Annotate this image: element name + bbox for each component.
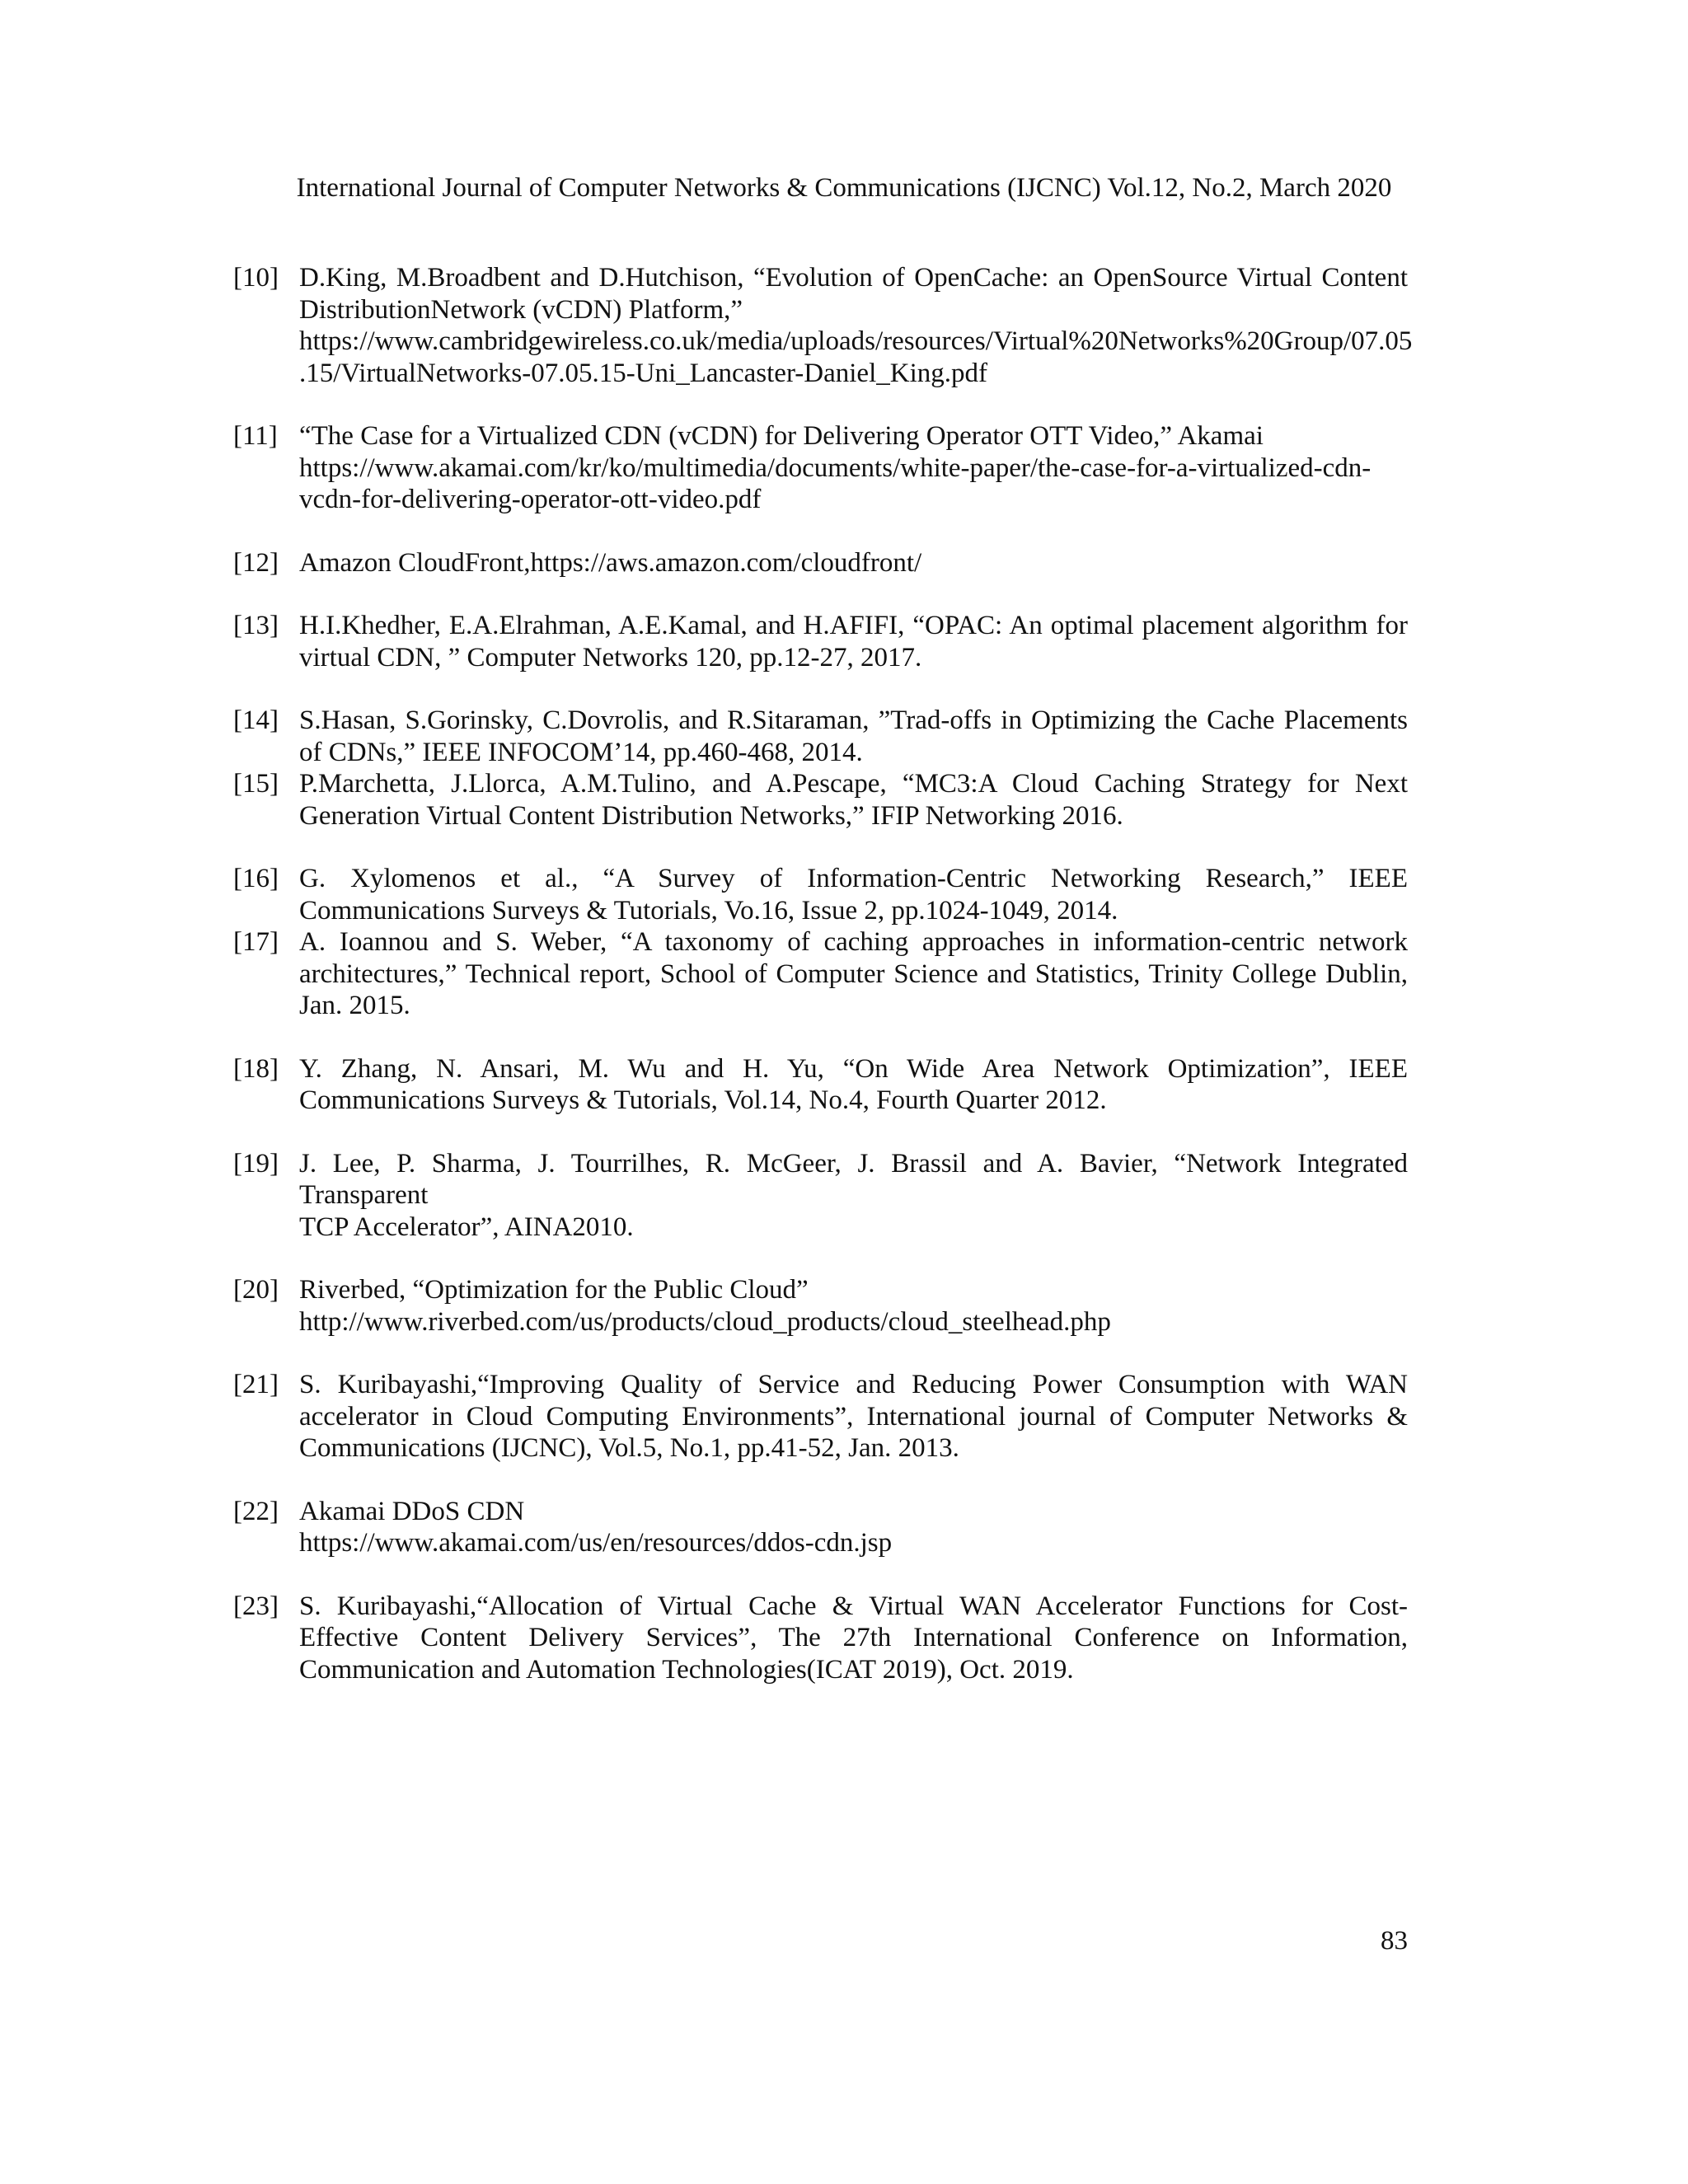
reference-number: [14] <box>233 705 279 735</box>
reference-number: [21] <box>233 1370 279 1399</box>
reference-item <box>233 863 1408 926</box>
reference-line: .15/VirtualNetworks-07.05.15-Uni_Lancaster-Daniel_King.pdf <box>299 358 987 388</box>
reference-list <box>233 262 1413 1685</box>
reference-item <box>233 1053 1408 1117</box>
reference-line: D.King, M.Broadbent and D.Hutchison, “Evolution of OpenCache: an OpenSource Virtual Content <box>299 263 1408 293</box>
reference-number: [10] <box>233 263 279 293</box>
reference-item <box>233 1148 1408 1244</box>
reference-line: Jan. 2015. <box>299 991 410 1020</box>
reference-line: of CDNs,” IEEE INFOCOM’14, pp.460-468, 2014. <box>299 737 863 767</box>
reference-number: [17] <box>233 927 279 957</box>
reference-line: Communication and Automation Technologies(ICAT 2019), Oct. 2019. <box>299 1654 1074 1685</box>
reference-text <box>299 926 1408 1022</box>
reference-line: architectures,” Technical report, School of Computer Science and Statistics, Trinity College Dublin, <box>299 958 1408 989</box>
reference-item <box>233 262 1413 389</box>
reference-line: Amazon CloudFront,https://aws.amazon.com/cloudfront/ <box>299 547 922 578</box>
reference-line: J. Lee, P. Sharma, J. Tourrilhes, R. McGeer, J. Brassil and A. Bavier, “Network Integrated Transparent <box>299 1148 1408 1210</box>
reference-number: [20] <box>233 1275 279 1305</box>
reference-number: [12] <box>233 547 279 578</box>
reference-text <box>299 1148 1408 1244</box>
reference-text <box>299 1053 1408 1117</box>
reference-text <box>299 1591 1408 1686</box>
reference-line: https://www.cambridgewireless.co.uk/media/uploads/resources/Virtual%20Networks%20Group/07.05 <box>299 326 1413 356</box>
running-header: International Journal of Computer Networks & Communications (IJCNC) Vol.12, No.2, March 2020 <box>296 173 1392 203</box>
reference-line: S. Kuribayashi,“Improving Quality of Service and Reducing Power Consumption with WAN <box>299 1370 1408 1399</box>
reference-line: accelerator in Cloud Computing Environments”, International journal of Computer Networks & <box>299 1401 1408 1432</box>
reference-number: [23] <box>233 1591 279 1621</box>
reference-item <box>233 1369 1408 1465</box>
reference-line: DistributionNetwork (vCDN) Platform,” <box>299 294 743 325</box>
reference-item <box>233 705 1408 768</box>
reference-number: [16] <box>233 864 279 893</box>
reference-line: virtual CDN, ” Computer Networks 120, pp.12-27, 2017. <box>299 642 922 673</box>
page-number: 83 <box>1381 1926 1408 1956</box>
reference-number: [11] <box>233 421 278 451</box>
reference-item <box>233 926 1408 1022</box>
reference-line: A. Ioannou and S. Weber, “A taxonomy of caching approaches in information-centric network <box>299 927 1408 957</box>
reference-line: Riverbed, “Optimization for the Public Cloud” <box>299 1275 809 1305</box>
reference-text <box>299 1369 1408 1465</box>
reference-line: http://www.riverbed.com/us/products/cloud_products/cloud_steelhead.php <box>299 1306 1111 1337</box>
reference-line: Y. Zhang, N. Ansari, M. Wu and H. Yu, “On Wide Area Network Optimization”, IEEE <box>299 1053 1408 1084</box>
reference-number: [13] <box>233 611 279 640</box>
reference-number: [19] <box>233 1148 279 1179</box>
reference-line: Communications Surveys & Tutorials, Vo.16, Issue 2, pp.1024-1049, 2014. <box>299 895 1118 926</box>
reference-line: Akamai DDoS CDN <box>299 1496 525 1526</box>
reference-line: P.Marchetta, J.Llorca, A.M.Tulino, and A.Pescape, “MC3:A Cloud Caching Strategy for Next <box>299 769 1408 799</box>
reference-line: S. Kuribayashi,“Allocation of Virtual Cache & Virtual WAN Accelerator Functions for Cost- <box>299 1591 1408 1621</box>
reference-item <box>233 610 1408 673</box>
reference-item <box>233 1274 1408 1338</box>
reference-line: https://www.akamai.com/us/en/resources/ddos-cdn.jsp <box>299 1528 893 1558</box>
reference-line: “The Case for a Virtualized CDN (vCDN) for Delivering Operator OTT Video,” Akamai <box>299 421 1264 451</box>
reference-number: [18] <box>233 1053 279 1084</box>
reference-text <box>299 1496 1408 1559</box>
reference-item <box>233 547 1408 579</box>
reference-line: Generation Virtual Content Distribution Networks,” IFIP Networking 2016. <box>299 800 1123 831</box>
reference-line: Effective Content Delivery Services”, The 27th International Conference on Information, <box>299 1623 1408 1652</box>
reference-text <box>299 420 1408 516</box>
reference-text <box>299 547 1408 579</box>
reference-number: [22] <box>233 1496 279 1526</box>
reference-text <box>299 262 1413 389</box>
reference-item <box>233 768 1408 832</box>
reference-line: S.Hasan, S.Gorinsky, C.Dovrolis, and R.Sitaraman, ”Trad-offs in Optimizing the Cache Placements <box>299 705 1408 735</box>
reference-text <box>299 705 1408 768</box>
reference-text <box>299 610 1408 673</box>
reference-line: vcdn-for-delivering-operator-ott-video.pdf <box>299 485 762 514</box>
reference-line: Communications Surveys & Tutorials, Vol.14, No.4, Fourth Quarter 2012. <box>299 1085 1107 1115</box>
reference-item <box>233 1496 1408 1559</box>
reference-line: H.I.Khedher, E.A.Elrahman, A.E.Kamal, and H.AFIFI, “OPAC: An optimal placement algorithm for <box>299 611 1408 640</box>
reference-text <box>299 863 1408 926</box>
reference-line: Communications (IJCNC), Vol.5, No.1, pp.41-52, Jan. 2013. <box>299 1433 959 1463</box>
reference-number: [15] <box>233 769 279 799</box>
reference-item <box>233 1591 1408 1686</box>
reference-line: TCP Accelerator”, AINA2010. <box>299 1212 634 1242</box>
reference-item <box>233 420 1408 516</box>
reference-line: G. Xylomenos et al., “A Survey of Information-Centric Networking Research,” IEEE <box>299 864 1408 893</box>
reference-text <box>299 768 1408 832</box>
reference-line: https://www.akamai.com/kr/ko/multimedia/documents/white-paper/the-case-for-a-virtualized-cdn- <box>299 452 1372 483</box>
reference-text <box>299 1274 1408 1338</box>
